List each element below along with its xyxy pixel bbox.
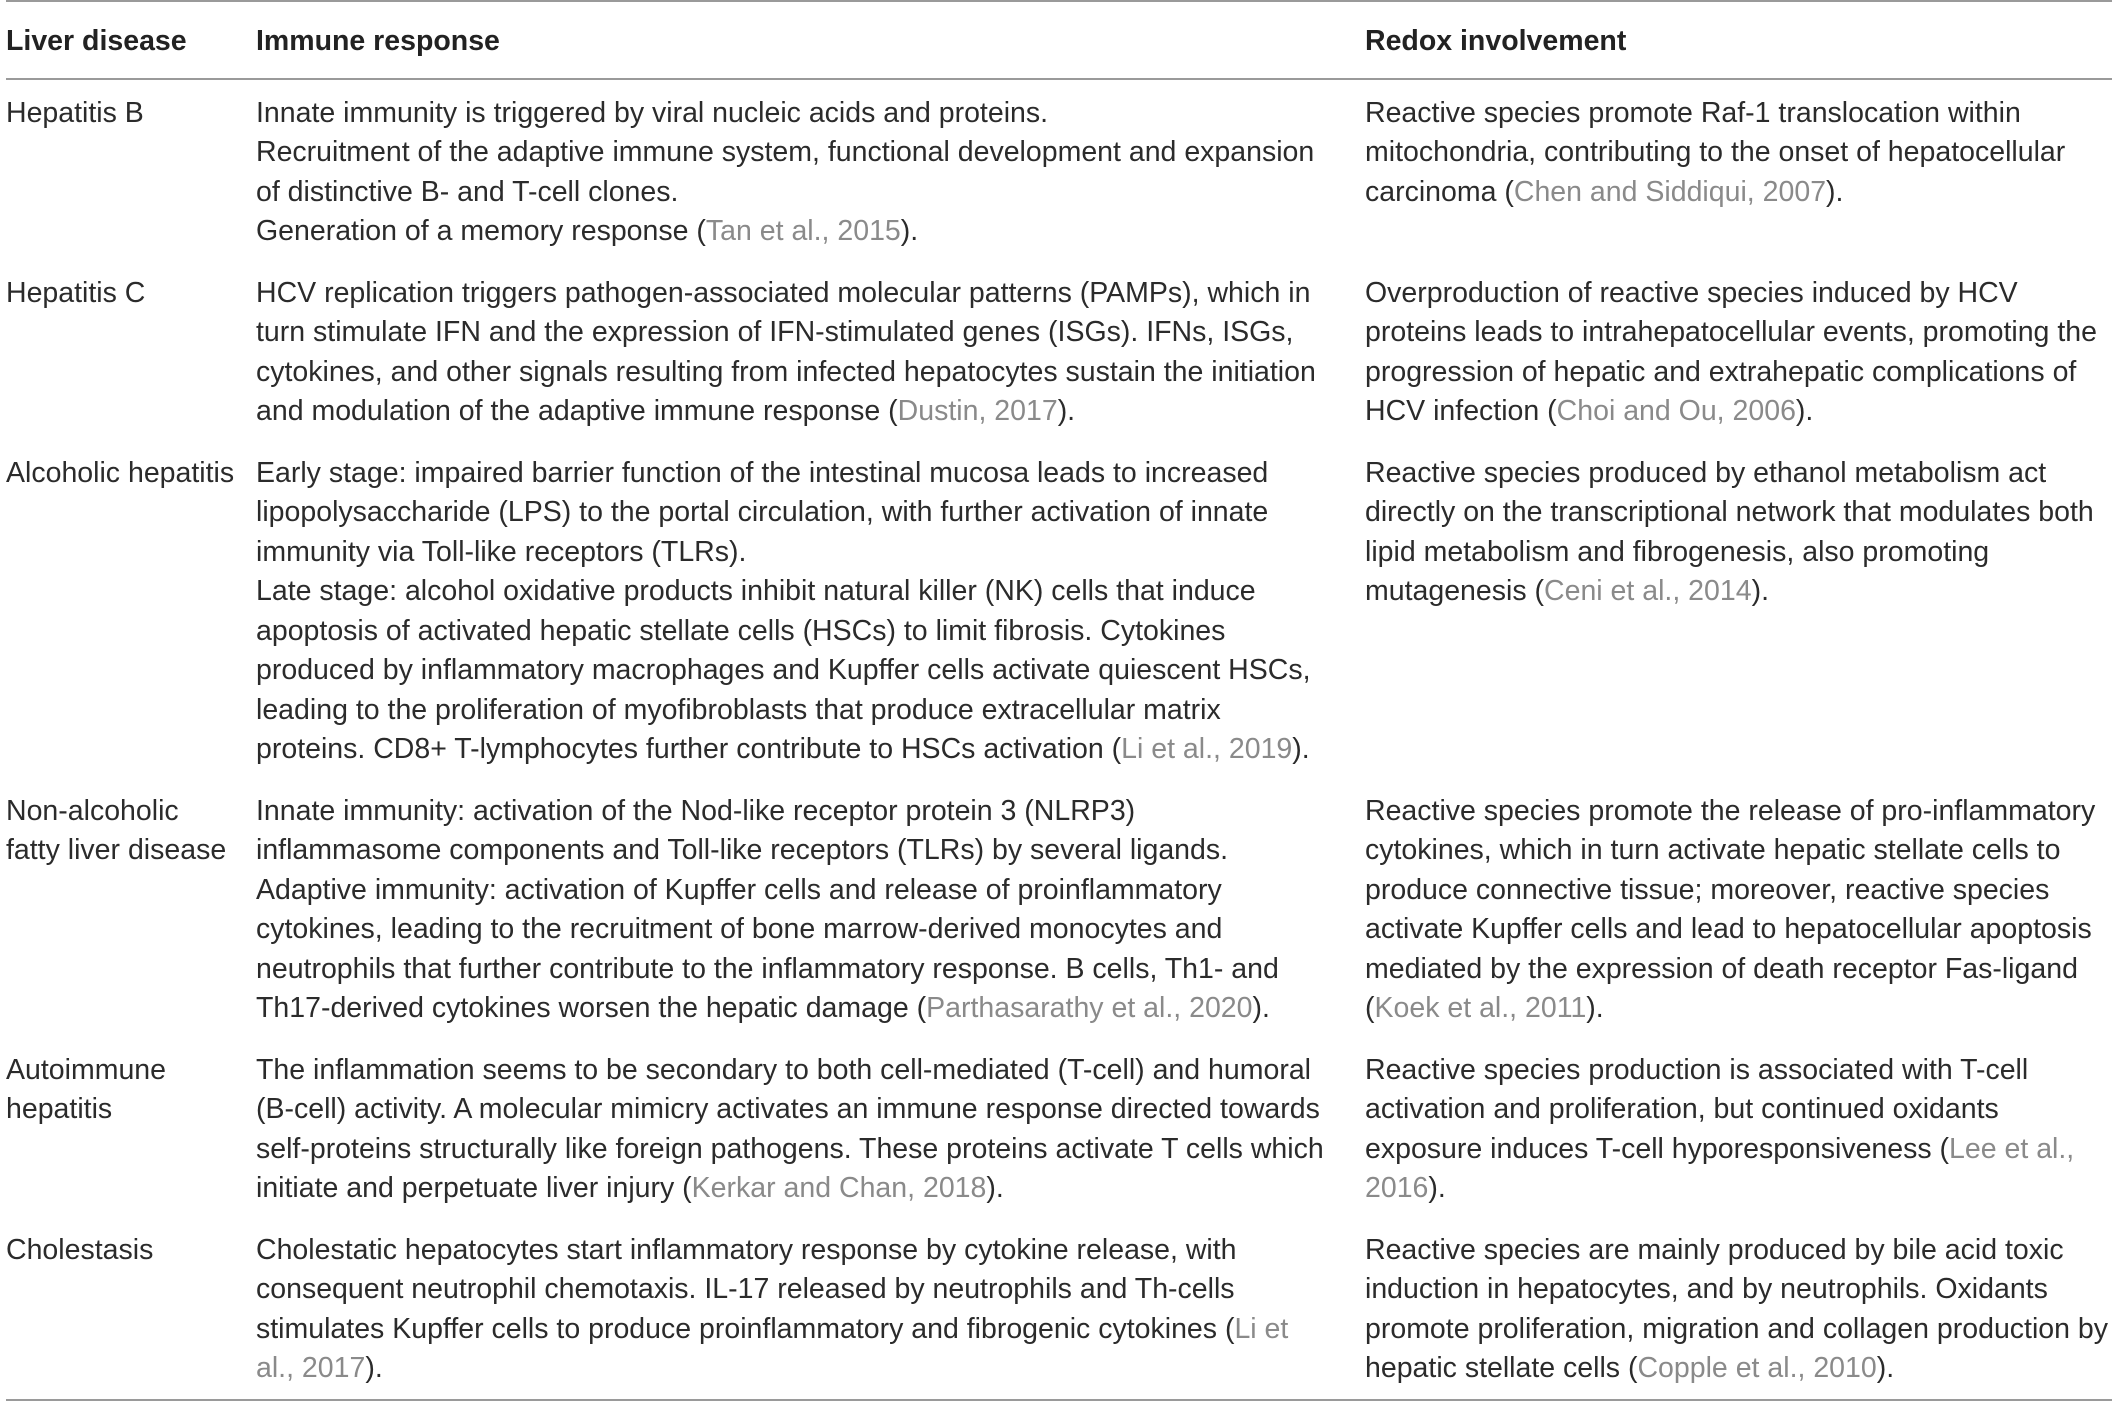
citation-open-paren: ( <box>888 395 898 427</box>
cell-immune-response <box>256 1217 1365 1400</box>
citation-open-paren: ( <box>1111 733 1122 765</box>
cell-immune-response <box>256 1037 1365 1217</box>
citation-close-paren: ). <box>1057 395 1076 427</box>
liver-disease-table <box>6 0 2112 1401</box>
redox-citation-link[interactable]: Choi and Ou, 2006 <box>1556 395 1796 427</box>
cell-redox-involvement <box>1365 79 2112 260</box>
cell-redox-involvement <box>1365 1037 2112 1217</box>
immune-response-text <box>256 212 1325 252</box>
immune-response-sentence: Late stage: alcohol oxidative products inhibit natural killer (NK) cells that induce apoptosis of activated hepatic stellate cells (HSCs) to limit fibrosis. Cytokines produced by inflammatory macrophages and Kupffer cells activate quiescent HSCs, leading to the proliferation of myofibroblasts that produce extracellular matrix proteins. CD8+ T-lymphocytes further contribute to HSCs activation <box>256 575 1311 765</box>
immune-citation-link[interactable]: Dustin, 2017 <box>897 395 1058 427</box>
cell-liver-disease: Hepatitis B <box>6 96 144 129</box>
redox-citation-link[interactable]: Copple et al., 2010 <box>1637 1352 1877 1384</box>
citation-close-paren: ). <box>1428 1172 1446 1204</box>
table-header-row <box>6 1 2112 79</box>
immune-response-sentence: The inflammation seems to be secondary to both cell-mediated (T-cell) and humoral (B-cell) activity. A molecular mimicry activates an immune response directed towards self-proteins structurally like foreign pathogens. These proteins activate T cells which initiate and perpetuate liver injury <box>256 1053 1324 1204</box>
immune-response-text: Early stage: impaired barrier function of the intestinal mucosa leads to increased lipopolysaccharide (LPS) to the portal circulation, with further activation of innate immunity via Toll-like receptors (TLRs). <box>256 456 1269 568</box>
redox-involvement-text: Overproduction of reactive species induced by HCV proteins leads to intrahepatocellular events, promoting the progression of hepatic and extrahepatic complications of HCV infection ( <box>1365 276 2097 427</box>
citation-close-paren: ). <box>900 215 919 247</box>
table-body <box>6 79 2112 1400</box>
cell-redox-involvement <box>1365 778 2112 1037</box>
citation-close-paren: ). <box>1751 575 1769 607</box>
cell-immune-response <box>256 778 1365 1037</box>
immune-citation-link[interactable]: Li et al., 2017 <box>256 1312 1289 1384</box>
redox-involvement-text: Reactive species promote Raf-1 translocation within mitochondria, contributing to the onset of hepatocellular carcinoma ( <box>1365 96 2066 208</box>
citation-close-paren: ). <box>1826 175 1844 208</box>
cell-liver-disease: Non-alcoholic fatty liver disease <box>6 794 227 866</box>
citation-close-paren: ). <box>1252 992 1270 1024</box>
cell-liver-disease: Autoimmune hepatitis <box>6 1053 166 1125</box>
cell-liver-disease: Hepatitis C <box>6 276 146 309</box>
redox-involvement-text: Reactive species are mainly produced by bile acid toxic induction in hepatocytes, and by neutrophils. Oxidants promote proliferation, migration and collagen production by hepatic stellate cells ( <box>1365 1233 2109 1384</box>
immune-response-text: Recruitment of the adaptive immune system, functional development and expansion of distinctive B- and T-cell clones. <box>256 136 1315 208</box>
citation-close-paren: ). <box>1795 395 1814 427</box>
cell-redox-involvement <box>1365 1217 2112 1400</box>
immune-response-text <box>256 871 1325 1029</box>
immune-response-text: Innate immunity: activation of the Nod-like receptor protein 3 (NLRP3) inflammasome components and Toll-like receptors (TLRs) by several ligands. <box>256 794 1229 866</box>
immune-response-text <box>256 572 1325 770</box>
table-row <box>6 79 2112 260</box>
cell-immune-response <box>256 440 1365 778</box>
redox-citation-link[interactable]: Chen and Siddiqui, 2007 <box>1513 175 1827 208</box>
citation-close-paren: ). <box>1876 1352 1895 1384</box>
cell-redox-involvement <box>1365 440 2112 778</box>
citation-close-paren: ). <box>1292 733 1310 765</box>
header-liver-disease: Liver disease <box>6 25 187 57</box>
table-row <box>6 440 2112 778</box>
header-redox-involvement: Redox involvement <box>1365 25 1627 57</box>
table-row <box>6 778 2112 1037</box>
redox-citation-link[interactable]: Lee et al., 2016 <box>1365 1132 2075 1204</box>
table-row <box>6 1217 2112 1400</box>
immune-response-text <box>256 1231 1325 1389</box>
header-immune-response: Immune response <box>256 25 500 57</box>
immune-response-sentence: HCV replication triggers pathogen-associated molecular patterns (PAMPs), which in turn stimulate IFN and the expression of IFN-stimulated genes (ISGs). IFNs, ISGs, cytokines, and other signals resulting from infected hepatocytes sustain the initiation and modulation of the adaptive immune response <box>256 276 1316 427</box>
immune-citation-link[interactable]: Kerkar and Chan, 2018 <box>691 1172 987 1204</box>
immune-response-sentence: Adaptive immunity: activation of Kupffer cells and release of proinflammatory cytokines, leading to the recruitment of bone marrow-derived monocytes and neutrophils that further contribute to the inflammatory response. B cells, Th1- and Th17-derived cytokines worsen the hepatic damage <box>256 873 1279 1024</box>
citation-open-paren: ( <box>696 215 706 247</box>
cell-liver-disease: Cholestasis <box>6 1233 154 1266</box>
cell-redox-involvement <box>1365 260 2112 440</box>
redox-involvement-text: Reactive species production is associated with T-cell activation and proliferation, but continued oxidants exposure induces T-cell hyporesponsiveness ( <box>1365 1053 2029 1165</box>
table-row <box>6 1037 2112 1217</box>
immune-citation-link[interactable]: Li et al., 2019 <box>1121 733 1293 765</box>
immune-response-text: Innate immunity is triggered by viral nucleic acids and proteins. <box>256 96 1049 129</box>
citation-close-paren: ). <box>1586 992 1604 1024</box>
immune-citation-link[interactable]: Parthasarathy et al., 2020 <box>926 992 1253 1024</box>
immune-response-text <box>256 274 1325 432</box>
redox-citation-link[interactable]: Koek et al., 2011 <box>1374 992 1587 1024</box>
cell-immune-response <box>256 260 1365 440</box>
citation-open-paren: ( <box>916 992 927 1024</box>
citation-close-paren: ). <box>986 1172 1004 1204</box>
redox-citation-link[interactable]: Ceni et al., 2014 <box>1544 575 1752 607</box>
immune-citation-link[interactable]: Tan et al., 2015 <box>705 215 901 247</box>
citation-close-paren: ). <box>365 1352 383 1384</box>
immune-response-text <box>256 1051 1325 1209</box>
citation-open-paren: ( <box>682 1172 692 1204</box>
immune-response-sentence: Generation of a memory response <box>256 215 697 247</box>
cell-liver-disease: Alcoholic hepatitis <box>6 456 235 489</box>
cell-immune-response <box>256 79 1365 260</box>
immune-response-sentence: Cholestatic hepatocytes start inflammatory response by cytokine release, with consequent neutrophil chemotaxis. IL-17 released by neutrophils and Th-cells stimulates Kupffer cells to produce proinflammatory and fibrogenic cytokines <box>256 1233 1237 1345</box>
redox-involvement-text: Reactive species produced by ethanol metabolism act directly on the transcriptional network that modulates both lipid metabolism and fibrogenesis, also promoting mutagenesis ( <box>1365 456 2094 607</box>
table-row <box>6 260 2112 440</box>
redox-involvement-text: Reactive species promote the release of pro-inflammatory cytokines, which in turn activate hepatic stellate cells to produce connective tissue; moreover, reactive species activate Kupffer cells and lead to hepatocellular apoptosis mediated by the expression of death receptor Fas-ligand ( <box>1365 794 2096 1024</box>
citation-open-paren: ( <box>1224 1312 1235 1345</box>
